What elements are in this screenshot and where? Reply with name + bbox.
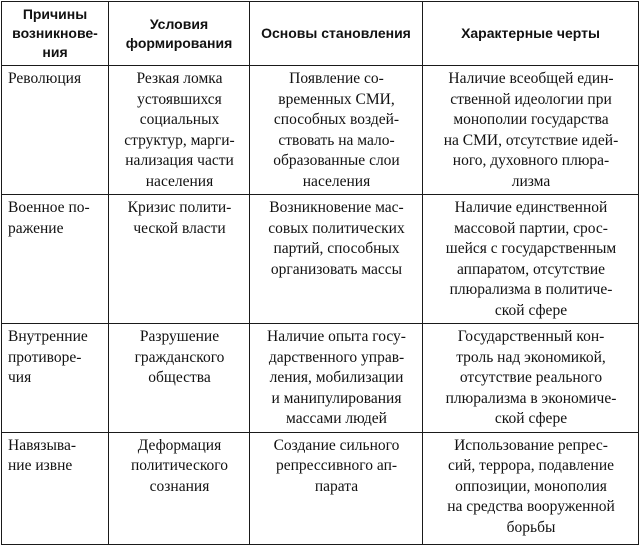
- header-causes: Причины возникнове- ния: [2, 2, 109, 66]
- features-cell: Государственный кон- троль над экономикой, отсутствие реального плюрализма в экономиче- ской сфере: [423, 324, 639, 433]
- cause-cell: Революция: [2, 66, 109, 195]
- table-row: [2, 195, 639, 324]
- foundations-cell: Возникновение мас- совых политических партий, способных организовать массы: [250, 195, 423, 324]
- table-row: [2, 66, 639, 195]
- features-cell: Использование репрес- сий, террора, подавление оппозиции, монополия на средства вооруженной борьбы: [423, 432, 639, 544]
- conditions-cell: Резкая ломка устоявшихся социальных структур, марги- нализация части населения: [109, 66, 250, 195]
- conditions-cell: Разрушение гражданского общества: [109, 324, 250, 433]
- conditions-cell: Деформация политического сознания: [109, 432, 250, 544]
- table-header-row: [2, 2, 639, 66]
- cause-cell: Навязыва- ние извне: [2, 432, 109, 544]
- features-cell: Наличие единственной массовой партии, срос- шейся с государственным аппаратом, отсутствие плюрализма в политиче- ской сфере: [423, 195, 639, 324]
- cause-cell: Внутренние противоре- чия: [2, 324, 109, 433]
- header-conditions: Условия формирования: [109, 2, 250, 66]
- table-row: [2, 324, 639, 433]
- cause-cell: Военное по- ражение: [2, 195, 109, 324]
- foundations-cell: Создание сильного репрессивного ап- парата: [250, 432, 423, 544]
- header-foundations: Основы становления: [250, 2, 423, 66]
- foundations-cell: Появление со- временных СМИ, способных воздей- ствовать на мало- образованные слои населения: [250, 66, 423, 195]
- features-cell: Наличие всеобщей един- ственной идеологии при монополии государства на СМИ, отсутствие идей- ного, духовного плюра- лизма: [423, 66, 639, 195]
- foundations-cell: Наличие опыта госу- дарственного управ- ления, мобилизации и манипулирования массами людей: [250, 324, 423, 433]
- header-features: Характерные черты: [423, 2, 639, 66]
- table-row: [2, 432, 639, 544]
- conditions-cell: Кризис полити- ческой власти: [109, 195, 250, 324]
- totalitarianism-table: [1, 1, 639, 545]
